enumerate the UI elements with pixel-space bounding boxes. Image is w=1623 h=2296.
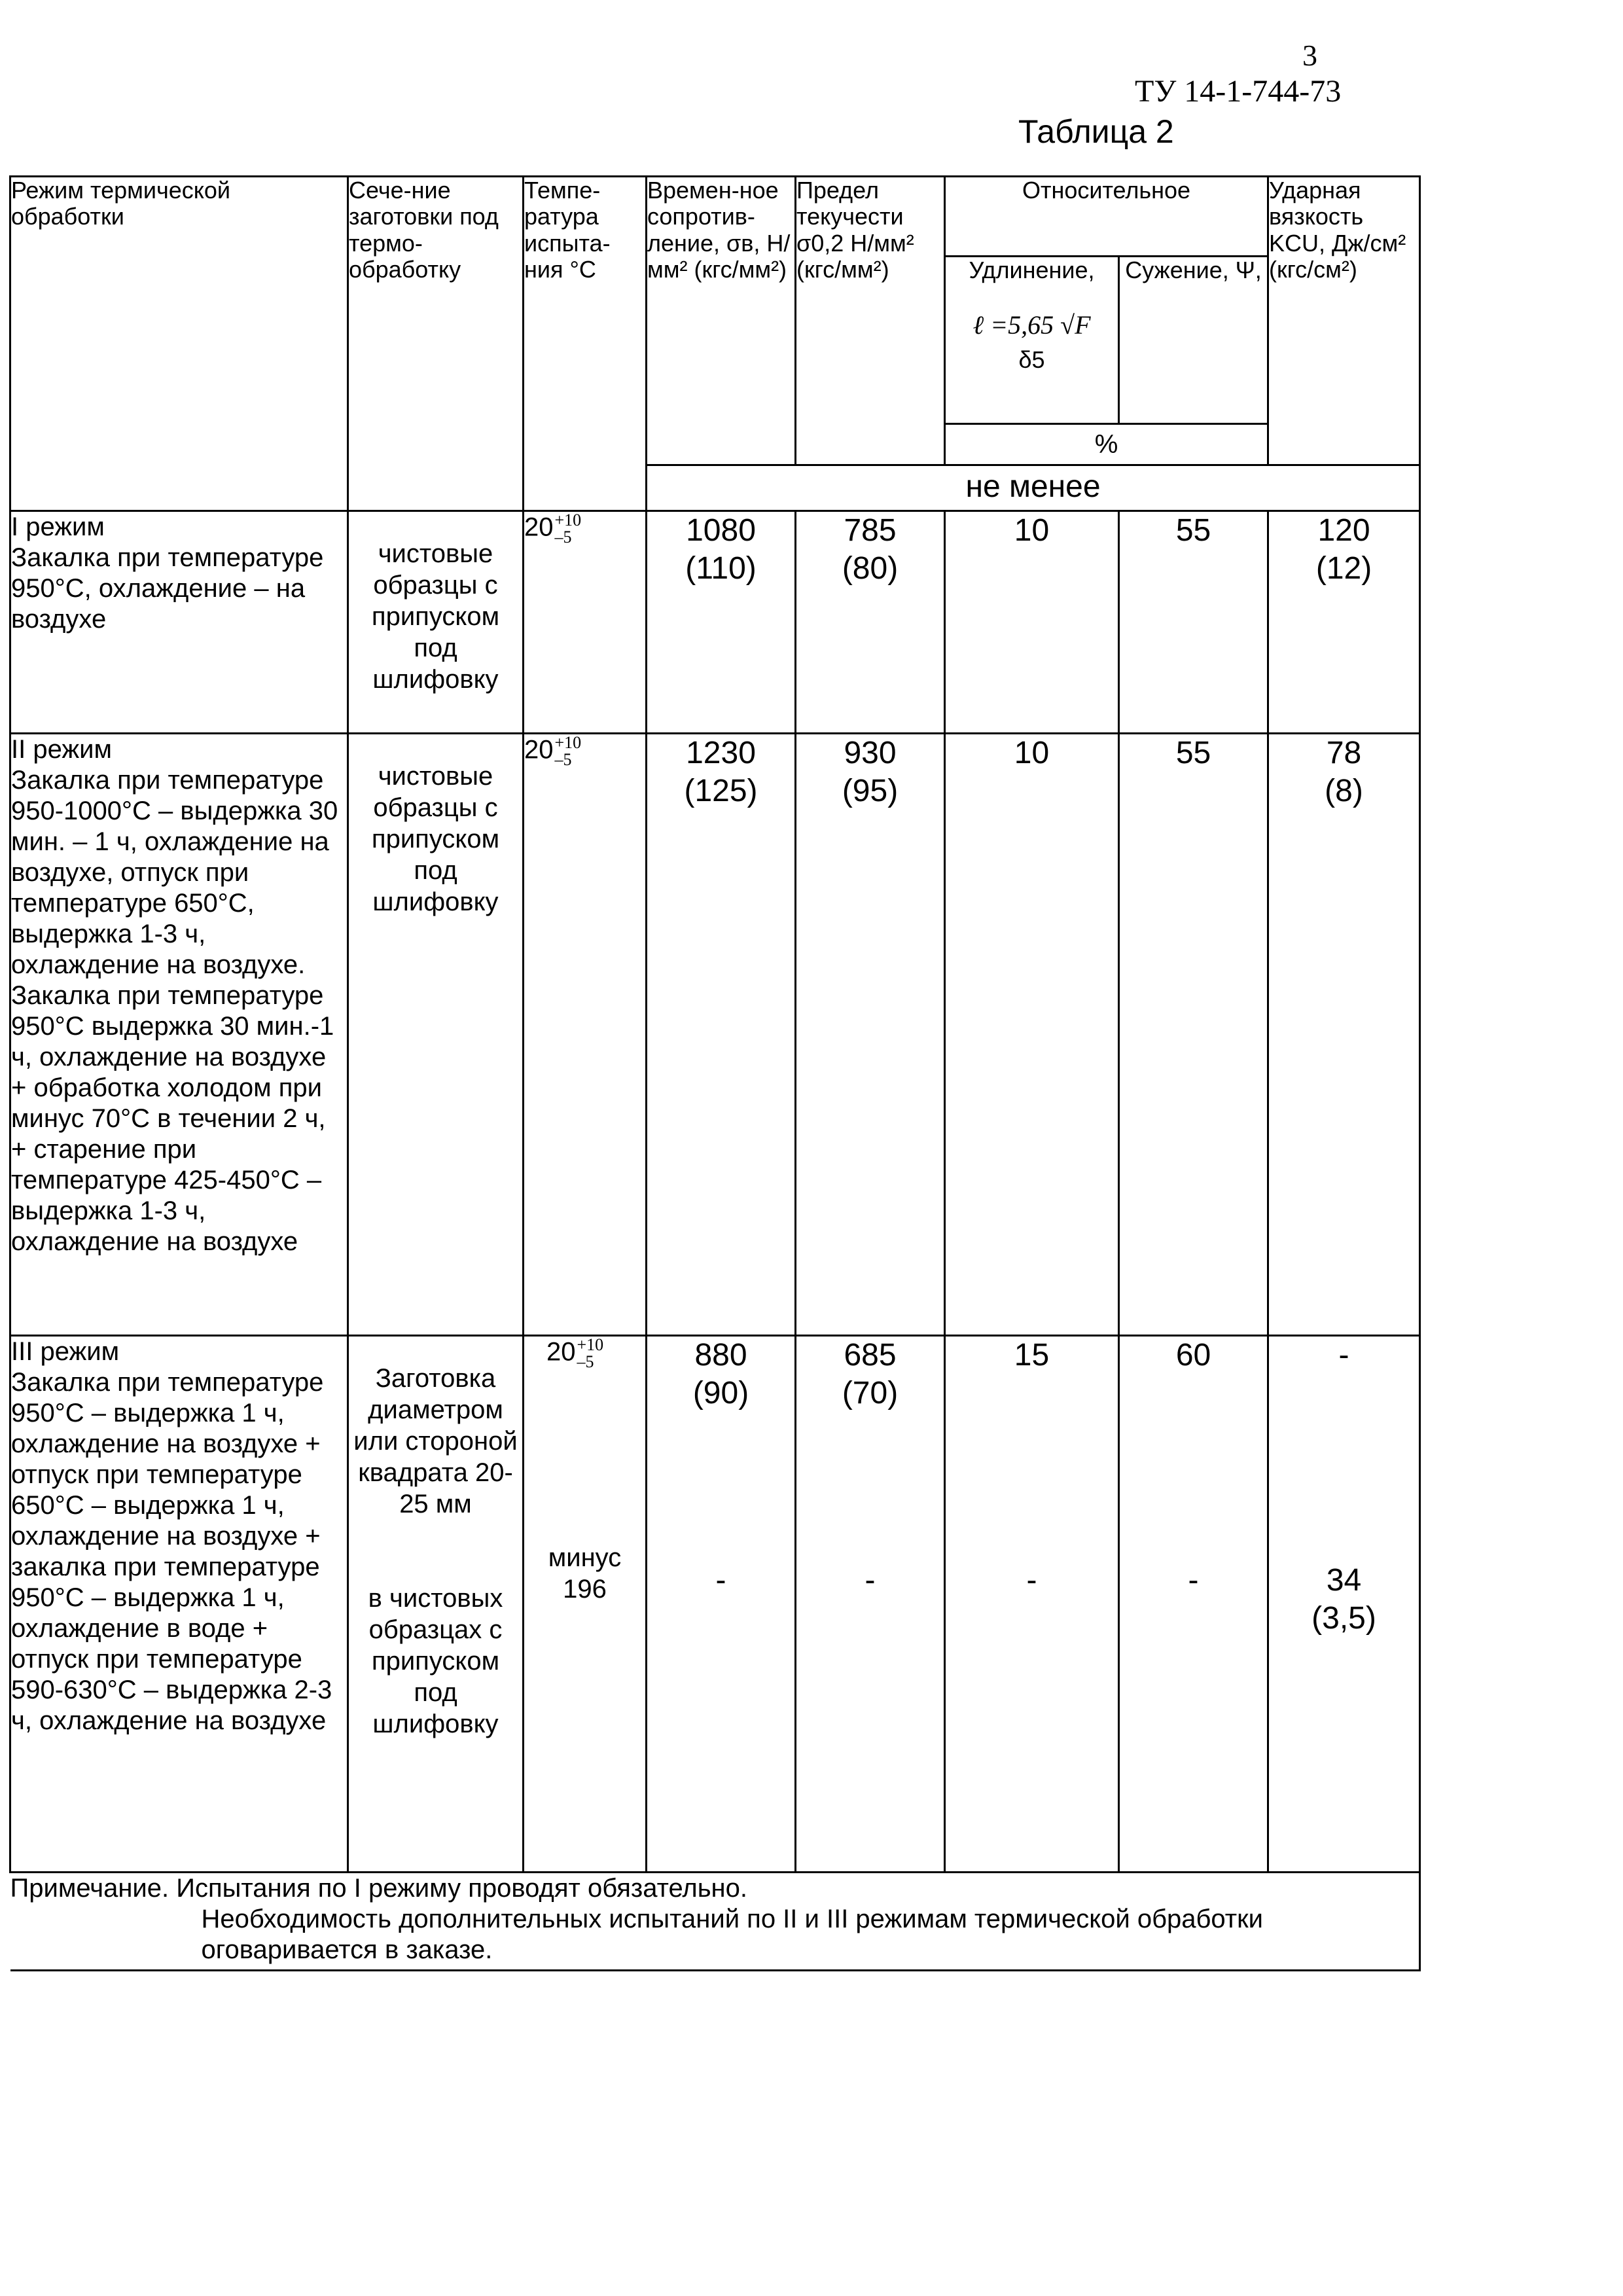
section-cell: чистовые образцы с припуском под шлифовку — [348, 511, 524, 734]
impact-b: 34 (3,5) — [1311, 1563, 1376, 1636]
header-impact: Ударная вязкость KCU, Дж/см² (кгс/см²) — [1268, 177, 1420, 465]
temperature-tolerance-lower: –5 — [554, 528, 572, 547]
header-percent: % — [945, 424, 1268, 465]
impact-cell: 120 (12) — [1268, 511, 1420, 734]
tensile-cell — [647, 1336, 796, 1873]
temperature-value: 20 — [524, 512, 554, 542]
table-row — [10, 1336, 1420, 1873]
section-cell — [348, 1336, 524, 1873]
table-note — [10, 1873, 1420, 1971]
elongation-formula: ℓ =5,65 √F — [972, 310, 1091, 340]
elongation-label: Удлинение, — [969, 257, 1095, 283]
temperature-cell — [524, 1336, 647, 1873]
header-mode: Режим термической обработки — [10, 177, 348, 511]
elongation-b: - — [1026, 1563, 1037, 1598]
elongation-cell: 10 — [945, 734, 1119, 1336]
temperature-b: минус 196 — [548, 1543, 622, 1604]
tensile-b: - — [715, 1563, 726, 1598]
header-temperature: Темпе-ратура испыта-ния °С — [524, 177, 647, 511]
properties-table — [9, 175, 1421, 1971]
header-tensile: Времен-ное сопротив-ление, σв, Н/мм² (кгс/мм²) — [647, 177, 796, 465]
reduction-cell: 55 — [1119, 734, 1268, 1336]
reduction-cell — [1119, 1336, 1268, 1873]
page-number: 3 — [1302, 39, 1317, 72]
temperature-value: 20 — [546, 1337, 576, 1367]
header-elongation — [945, 257, 1119, 424]
temperature-tolerance-upper: +10 — [554, 511, 582, 529]
header-yield: Предел текучести σ0,2 Н/мм² (кгс/мм²) — [796, 177, 945, 465]
mode-cell: II режим Закалка при температуре 950-1000°С – выдержка 30 мин. – 1 ч, охлаждение на воздухе, отпуск при температуре 650°С, выдержка 1-3 ч, охлаждение на воздухе. Закалка при температуре 950°С выдержка 30 мин.-1 ч, охлаждение на воздухе + обработка холодом при минус 70°С в течении 2 ч, + старение при температуре 425-450°С – выдержка 1-3 ч, охлаждение на воздухе — [10, 734, 348, 1336]
header-relative: Относительное — [945, 177, 1268, 257]
header-section: Сече-ние заготовки под термо-обработку — [348, 177, 524, 511]
reduction-cell: 55 — [1119, 511, 1268, 734]
reduction-b: - — [1188, 1563, 1199, 1598]
tensile-cell: 1080 (110) — [647, 511, 796, 734]
temperature-tolerance-lower: –5 — [554, 750, 572, 769]
tensile-a: 880 (90) — [692, 1338, 749, 1410]
header-not-less: не менее — [647, 465, 1420, 511]
yield-b: - — [865, 1563, 876, 1598]
temperature-tolerance-upper: +10 — [577, 1335, 604, 1354]
mode-cell: I режим Закалка при температуре 950°С, охлаждение – на воздухе — [10, 511, 348, 734]
document-code: ТУ 14-1-744-73 — [1135, 74, 1342, 109]
elongation-cell — [945, 1336, 1119, 1873]
temperature-tolerance-lower: –5 — [577, 1352, 594, 1371]
note-line-1: Примечание. Испытания по I режиму проводят обязательно. — [10, 1874, 748, 1903]
reduction-a: 60 — [1175, 1338, 1211, 1372]
yield-cell: 930 (95) — [796, 734, 945, 1336]
impact-a: - — [1338, 1338, 1349, 1372]
table-row — [10, 734, 1420, 1336]
temperature-cell — [524, 734, 647, 1336]
tensile-cell: 1230 (125) — [647, 734, 796, 1336]
impact-cell: 78 (8) — [1268, 734, 1420, 1336]
temperature-value: 20 — [524, 735, 554, 764]
yield-a: 685 (70) — [842, 1338, 899, 1410]
temperature-tolerance-upper: +10 — [554, 733, 582, 752]
section-b: в чистовых образцах с припуском под шлифовку — [368, 1584, 503, 1738]
temperature-cell — [524, 511, 647, 734]
elongation-symbol: δ5 — [1018, 346, 1045, 374]
yield-cell: 785 (80) — [796, 511, 945, 734]
table-title: Таблица 2 — [1018, 113, 1174, 150]
header-reduction: Сужение, Ψ, — [1119, 257, 1268, 424]
elongation-cell: 10 — [945, 511, 1119, 734]
section-a: Заготовка диаметром или стороной квадрата 20-25 мм — [353, 1364, 518, 1518]
mode-cell: III режим Закалка при температуре 950°С – выдержка 1 ч, охлаждение на воздухе + отпуск при температуре 650°С – выдержка 1 ч, охлаждение на воздухе + закалка при температуре 950°С – выдержка 1 ч, охлаждение в воде + отпуск при температуре 590-630°С – выдержка 2-3 ч, охлаждение на воздухе — [10, 1336, 348, 1873]
impact-cell — [1268, 1336, 1420, 1873]
section-cell: чистовые образцы с припуском под шлифовку — [348, 734, 524, 1336]
yield-cell — [796, 1336, 945, 1873]
elongation-a: 15 — [1014, 1338, 1050, 1372]
note-line-2: Необходимость дополнительных испытаний по II и III режимам термической обработки оговаривается в заказе. — [201, 1905, 1263, 1964]
table-row — [10, 511, 1420, 734]
